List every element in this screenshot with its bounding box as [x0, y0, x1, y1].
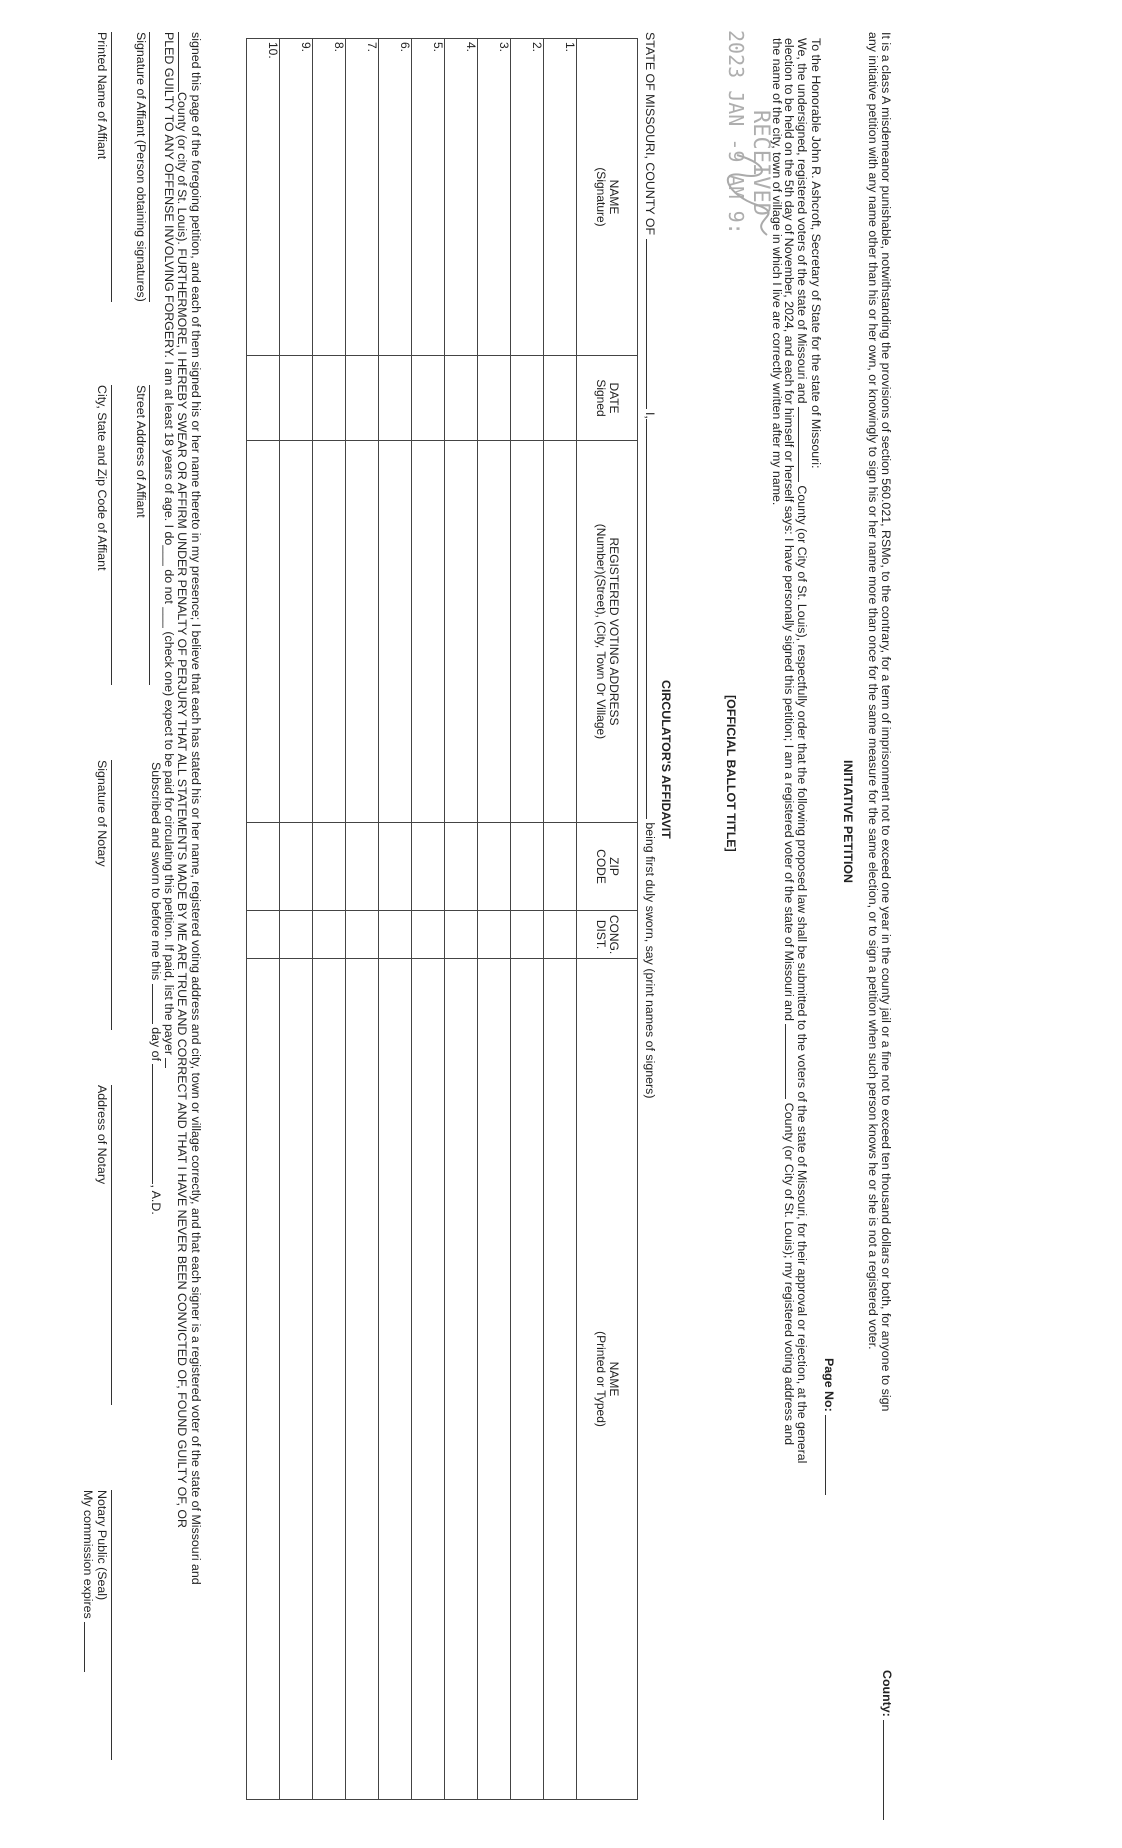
row-signature-cell[interactable]: 5.: [412, 39, 445, 356]
signature-table: [246, 38, 638, 1800]
row-cell[interactable]: [346, 356, 379, 441]
row-cell[interactable]: [511, 911, 544, 959]
affidavit-line-2: County (or city of St. Louis). FURTHERMORE, I HEREBY SWEAR OR AFFIRM UNDER PENALTY OF PERJURY THAT ALL STATEMENTS MADE BY ME ARE TRUE AND CORRECT AND THAT I HAVE NEVER BEEN CONVICTED OF, FOUND GUILTY OF, OR: [175, 32, 189, 1528]
row-cell[interactable]: [379, 959, 412, 1800]
table-header-row: [577, 39, 638, 1800]
page-no-label: Page No:: [822, 1358, 836, 1412]
row-cell[interactable]: [511, 356, 544, 441]
row-cell[interactable]: [544, 441, 577, 823]
row-cell[interactable]: [346, 959, 379, 1800]
row-signature-cell[interactable]: 1.: [544, 39, 577, 356]
table-row: [412, 39, 445, 1800]
row-cell[interactable]: [478, 911, 511, 959]
row-cell[interactable]: [313, 959, 346, 1800]
row-cell[interactable]: [379, 441, 412, 823]
row-cell[interactable]: [478, 959, 511, 1800]
row-signature-cell[interactable]: 6.: [379, 39, 412, 356]
ballot-title: [OFFICIAL BALLOT TITLE]: [724, 695, 738, 852]
row-cell[interactable]: [478, 356, 511, 441]
intro-line-2: We, the undersigned, registered voters of the state of Missouri and County (or City of St. Louis), respectfully order that the following proposed law shall be submitted to the voters of the state of Missouri, for their approval or rejection, at the general: [795, 38, 809, 1464]
table-row: [346, 39, 379, 1800]
row-cell[interactable]: [247, 959, 280, 1800]
row-cell[interactable]: [511, 959, 544, 1800]
header-address: REGISTERED VOTING ADDRESS (Number)(Street), (City, Town Or Village): [577, 441, 638, 823]
row-cell[interactable]: [247, 911, 280, 959]
affidavit-line-3: PLED GUILTY TO ANY OFFENSE INVOLVING FORGERY. I am at least 18 years of age. I do___ do not ___ (check one) expect to be paid for circulating this petition. If paid, list the payer: [162, 32, 176, 1068]
row-cell[interactable]: [379, 356, 412, 441]
received-stamp-date: 2023 JAN -9 AM 9:: [724, 30, 748, 235]
row-signature-cell[interactable]: 8.: [313, 39, 346, 356]
row-cell[interactable]: [280, 441, 313, 823]
row-cell[interactable]: [313, 356, 346, 441]
row-cell[interactable]: [412, 356, 445, 441]
row-cell[interactable]: [544, 823, 577, 911]
table-row: [478, 39, 511, 1800]
header-zip: ZIP CODE: [577, 823, 638, 911]
row-cell[interactable]: [478, 823, 511, 911]
row-cell[interactable]: [412, 911, 445, 959]
intro-line-3: election to be held on the 5th day of November, 2024, and each for himself or herself says: I have personally signed this petition; I am a registered voter of the state of Missouri and County (or City of St. Louis); my registered voting address and: [782, 38, 796, 1446]
table-row: [247, 39, 280, 1800]
row-cell[interactable]: [379, 823, 412, 911]
row-cell[interactable]: [346, 441, 379, 823]
row-cell[interactable]: [280, 823, 313, 911]
table-row: [544, 39, 577, 1800]
row-cell[interactable]: [478, 441, 511, 823]
notary-seal-label: Notary Public (Seal): [95, 1490, 109, 1601]
header-name-signature: NAME (Signature): [577, 39, 638, 356]
header-name-printed: NAME (Printed or Typed): [577, 959, 638, 1800]
row-cell[interactable]: [445, 356, 478, 441]
row-cell[interactable]: [247, 823, 280, 911]
row-signature-cell[interactable]: 10.: [247, 39, 280, 356]
county-label: County:: [880, 1670, 894, 1717]
row-cell[interactable]: [544, 911, 577, 959]
table-row: [313, 39, 346, 1800]
county-field[interactable]: [880, 1670, 894, 1820]
row-cell[interactable]: [412, 959, 445, 1800]
row-cell[interactable]: [247, 441, 280, 823]
table-row: [379, 39, 412, 1800]
table-row: [445, 39, 478, 1800]
affidavit-line-1: signed this page of the foregoing petition, and each of them signed his or her name thereto in my presence; I believe that each has stated his or her name, registered voting address and city, town or village correctly, and that each signer is a registered voter of the state of Missouri and: [189, 32, 203, 1585]
row-cell[interactable]: [544, 356, 577, 441]
row-signature-cell[interactable]: 3.: [478, 39, 511, 356]
printed-name-affiant-label: Printed Name of Affiant: [95, 32, 109, 160]
row-cell[interactable]: [313, 823, 346, 911]
intro-line-1: To the Honorable John R. Ashcroft, Secretary of State for the state of Missouri:: [809, 38, 823, 469]
row-cell[interactable]: [346, 911, 379, 959]
row-cell[interactable]: [313, 441, 346, 823]
row-cell[interactable]: [412, 823, 445, 911]
header-date-signed: DATE Signed: [577, 356, 638, 441]
row-cell[interactable]: [280, 911, 313, 959]
received-stamp: RECEIVED: [748, 110, 773, 216]
signature-notary-label: Signature of Notary: [95, 760, 109, 867]
state-county-line: STATE OF MISSOURI, COUNTY OF I, being first duly sworn, say (print names of signers): [643, 32, 657, 1099]
row-cell[interactable]: [445, 441, 478, 823]
page-no-field[interactable]: [822, 1358, 836, 1495]
table-row: [280, 39, 313, 1800]
row-cell[interactable]: [544, 959, 577, 1800]
table-row: [511, 39, 544, 1800]
row-cell[interactable]: [346, 823, 379, 911]
page-title: INITIATIVE PETITION: [841, 760, 855, 883]
row-cell[interactable]: [247, 356, 280, 441]
affidavit-title: CIRCULATOR'S AFFIDAVIT: [659, 680, 673, 839]
intro-line-4: the name of the city, town of village in which I live are correctly written after my name.: [770, 38, 784, 506]
row-cell[interactable]: [445, 823, 478, 911]
warning-line-2: any initiative petition with any name other than his or her own, or knowingly to sign his or her name more than once for the same measure for the same election, or to sign a petition when such person knows he or she is not a registered voter.: [866, 32, 880, 1350]
row-signature-cell[interactable]: 7.: [346, 39, 379, 356]
header-cong-dist: CONG. DIST.: [577, 911, 638, 959]
row-signature-cell[interactable]: 2.: [511, 39, 544, 356]
row-cell[interactable]: [445, 911, 478, 959]
row-cell[interactable]: [313, 911, 346, 959]
row-cell[interactable]: [511, 441, 544, 823]
row-cell[interactable]: [445, 959, 478, 1800]
address-notary-label: Address of Notary: [95, 1085, 109, 1185]
row-signature-cell[interactable]: 9.: [280, 39, 313, 356]
row-signature-cell[interactable]: 4.: [445, 39, 478, 356]
city-state-zip-affiant-label: City, State and Zip Code of Affiant: [95, 385, 109, 571]
street-affiant-label: Street Address of Affiant: [134, 385, 148, 518]
signature-scribble-icon: [717, 150, 777, 240]
row-cell[interactable]: [379, 911, 412, 959]
commission-expires: My commission expires: [81, 1490, 95, 1672]
signature-affiant-label: Signature of Affiant (Person obtaining signatures): [134, 32, 148, 302]
row-cell[interactable]: [412, 441, 445, 823]
row-cell[interactable]: [280, 356, 313, 441]
warning-line-1: It is a class A misdemeanor punishable, notwithstanding the provisions of section 560.021, RSMo, to the contrary, for a term of imprisonment not to exceed one year in the county jail or a fine not to exceed ten thousand dollars or both, for anyone to sign: [879, 32, 893, 1412]
row-cell[interactable]: [280, 959, 313, 1800]
petition-page: County: Page No: It is a class A misdemeanor punishable, notwithstanding the provisions of section 560.021, RSMo, to the contrary, for a term of imprisonment not to exceed one year in the county jail or a fine not to exceed ten thousand dollars or both, for anyone to sign any initiative petition with any name other than his or her own, or knowingly to sign his or her name more than once for the same measure for the same election, or to sign a petition when such person knows he or she is not a registered voter. INITIATIVE PETITION To the Honorable John R. Ashcroft, Secretary of State for the state of Missouri: We, the undersigned, registered voters of the state of Missouri and County (or City of St. Louis), respectfully order that the following proposed law shall be submitted to the voters of the state of Missouri, for their approval or rejection, at the general election to be held on the 5th day of November, 2024, and each for himself or herself says: I have personally signed this petition; I am a registered voter of the state of Missouri and County (or City of St. Louis); my registered voting address and the name of the city, town of village in which I live are correctly written after my name. [OFFICIAL BALLOT TITLE] CIRCULATOR'S AFFIDAVIT STATE OF MISSOURI, COUNTY OF I, being first duly sworn, say (print names of signers) RECEIVED 2023 JAN -9 AM 9: NAME (Signature) DATE Signed REGISTERED VOTING ADDRESS (Number)(Street), (City, Town Or Village) ZIP CODE CONG. DIST. NAME (Printed or Typed) 1. 2. 3. 4. 5. 6. 7. 8. 9. 10. signed this page of the foregoing petition, and each of them signed his or her name thereto in my presence; I believe that each has stated his or her name, registered voting address and city, town or village correctly, and that each signer is a registered voter of the state of Missouri and County (or city of St. Louis). FURTHERMORE, I HEREBY SWEAR OR AFFIRM UNDER PENALTY OF PERJURY THAT ALL STATEMENTS MADE BY ME ARE TRUE AND CORRECT AND THAT I HAVE NEVER BEEN CONVICTED OF, FOUND GUILTY OF, OR PLED GUILTY TO ANY OFFENSE INVOLVING FORGERY. I am at least 18 years of age. I do___ do not ___ (check one) expect to be paid for circulating this petition. If paid, list the payer Subscribed and sworn to before me this day of , A.D. Signature of Affiant (Person obtaining signatures) Street Address of Affiant Printed Name of Affiant City, State and Zip Code of Affiant Signature of Notary Address of Notary Notary Public (Seal) My commission expires: [0, 0, 1122, 1848]
row-cell[interactable]: [511, 823, 544, 911]
